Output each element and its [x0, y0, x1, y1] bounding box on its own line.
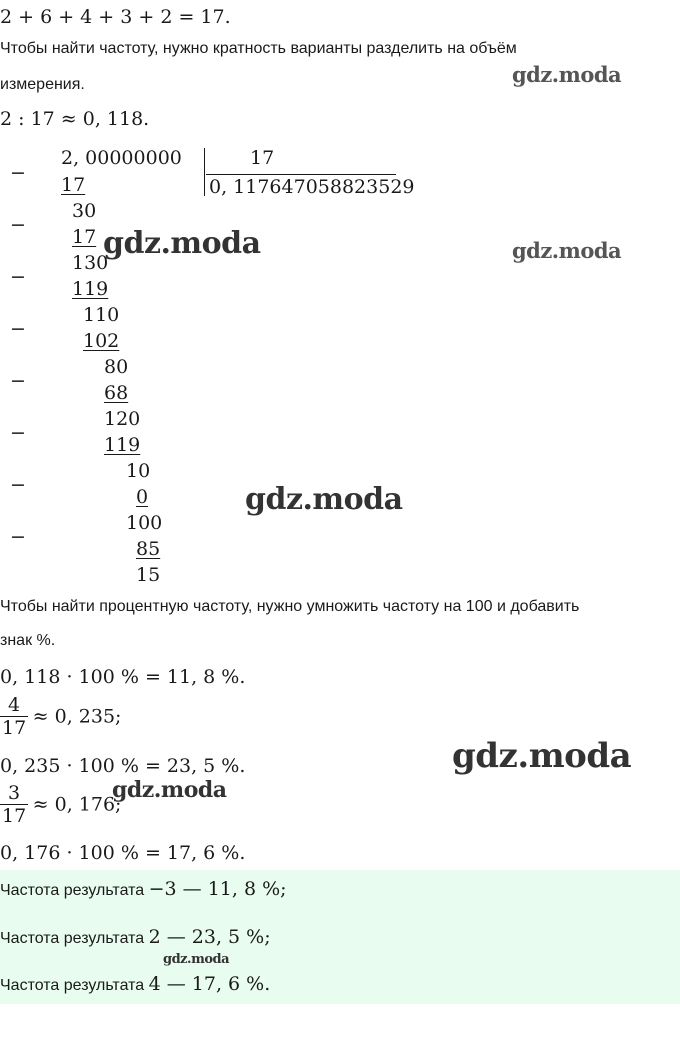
- fraction-line-1: [0, 694, 121, 739]
- watermark: gdz.moda: [163, 952, 230, 967]
- calculation-line-3: 0, 176 · 100 % = 17, 6 %.: [0, 842, 246, 864]
- watermark: gdz.moda: [103, 226, 261, 261]
- calculation-line-1: 0, 118 · 100 % = 11, 8 %.: [0, 666, 246, 688]
- conclusion-line: [0, 973, 270, 995]
- division-step: 17: [72, 226, 97, 248]
- division-step: 68: [104, 382, 129, 404]
- watermark: gdz.moda: [112, 777, 227, 803]
- division-horizontal-line: [206, 174, 396, 175]
- division-step: 100: [126, 512, 163, 534]
- minus-sign: −: [10, 162, 26, 184]
- division-step: 15: [136, 564, 161, 586]
- frequency-instruction-line-2: измерения.: [0, 76, 85, 93]
- division-step: 102: [83, 330, 120, 352]
- minus-sign: −: [10, 214, 26, 236]
- conclusion-line: [0, 878, 287, 900]
- division-vertical-line: [204, 148, 205, 196]
- fraction-approximation: ≈ 0, 176;: [32, 793, 122, 816]
- watermark: gdz.moda: [512, 238, 622, 263]
- conclusion-line: [0, 926, 271, 948]
- division-result-line: 2 : 17 ≈ 0, 118.: [0, 108, 150, 130]
- fraction-denominator: 17: [2, 805, 27, 827]
- minus-sign: −: [10, 526, 26, 548]
- dividend: 2, 00000000: [61, 147, 182, 169]
- fraction: [0, 694, 28, 739]
- division-step: 80: [104, 356, 129, 378]
- fraction: [0, 782, 28, 827]
- conclusion-label: Частота результата: [0, 930, 145, 947]
- division-step: 119: [104, 434, 141, 456]
- percent-instruction-line-1: Чтобы найти процентную частоту, нужно умножить частоту на 100 и добавить: [0, 598, 580, 615]
- quotient: 0, 117647058823529: [209, 176, 415, 198]
- fraction-approximation: ≈ 0, 235;: [32, 705, 122, 728]
- divisor: 17: [250, 147, 275, 169]
- fraction-line-2: [0, 782, 121, 827]
- conclusion-value: −3 — 11, 8 %;: [148, 878, 287, 900]
- division-step: 10: [126, 460, 151, 482]
- conclusion-value: 2 — 23, 5 %;: [148, 926, 271, 948]
- division-step: 130: [72, 252, 109, 274]
- division-step: 30: [72, 200, 97, 222]
- calculation-line-2: 0, 235 · 100 % = 23, 5 %.: [0, 755, 246, 777]
- frequency-instruction-line-1: Чтобы найти частоту, нужно кратность варианты разделить на объём: [0, 40, 517, 57]
- division-step: 120: [104, 408, 141, 430]
- watermark: gdz.moda: [452, 736, 632, 776]
- fraction-numerator: 3: [0, 782, 28, 805]
- fraction-numerator: 4: [0, 694, 28, 717]
- minus-sign: −: [10, 422, 26, 444]
- conclusion-label: Частота результата: [0, 977, 145, 994]
- watermark: gdz.moda: [512, 62, 622, 87]
- minus-sign: −: [10, 318, 26, 340]
- sum-line: 2 + 6 + 4 + 3 + 2 = 17.: [0, 6, 231, 28]
- watermark: gdz.moda: [245, 482, 403, 517]
- minus-sign: −: [10, 266, 26, 288]
- conclusion-value: 4 — 17, 6 %.: [148, 973, 271, 995]
- minus-sign: −: [10, 370, 26, 392]
- division-step: 0: [136, 486, 149, 508]
- fraction-denominator: 17: [2, 717, 27, 739]
- percent-instruction-line-2: знак %.: [0, 632, 56, 649]
- minus-sign: −: [10, 474, 26, 496]
- division-step: 17: [61, 174, 86, 196]
- division-step: 119: [72, 278, 109, 300]
- division-step: 85: [136, 538, 161, 560]
- conclusion-label: Частота результата: [0, 882, 145, 899]
- division-step: 110: [83, 304, 120, 326]
